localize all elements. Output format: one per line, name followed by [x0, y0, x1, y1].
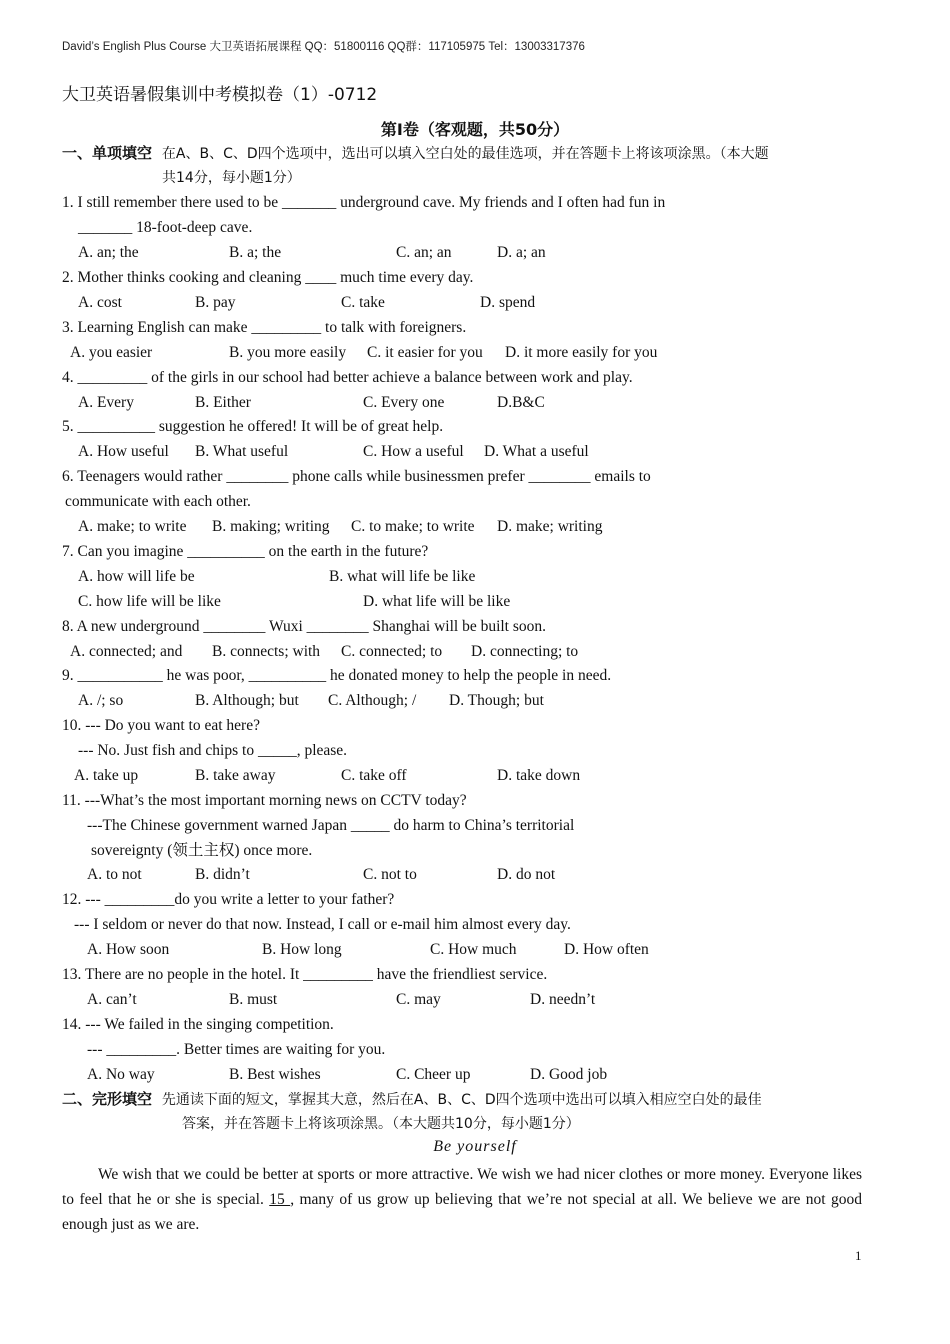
option-14a: A. No way: [87, 1066, 155, 1083]
option-8b: B. connects; with: [212, 643, 321, 660]
option-10b: B. take away: [195, 767, 276, 784]
option-9b: B. Although; but: [195, 692, 299, 709]
question-1-cont: _______ 18-foot-deep cave.: [78, 219, 253, 236]
option-12c: C. How much: [430, 941, 517, 958]
option-10d: D. take down: [497, 767, 581, 784]
question-12: 12. --- _________do you write a letter to your father?: [62, 891, 395, 908]
option-7b: B. what will life be like: [329, 568, 476, 585]
option-6a: A. make; to write: [78, 518, 187, 535]
option-11c: C. not to: [363, 866, 417, 883]
question-14-cont: --- _________. Better times are waiting for you.: [87, 1041, 386, 1058]
option-5d: D. What a useful: [484, 443, 589, 460]
option-10a: A. take up: [74, 767, 139, 784]
page-number: 1: [855, 1248, 862, 1263]
option-2d: D. spend: [480, 294, 536, 311]
option-2b: B. pay: [195, 294, 236, 311]
part1-instruction-cont: 共14分，每小题1分）: [162, 170, 301, 186]
question-9: 9. ___________ he was poor, __________ he donated money to help the people in need.: [62, 667, 612, 684]
option-12a: A. How soon: [87, 941, 170, 958]
option-2c: C. take: [341, 294, 385, 311]
option-8a: A. connected; and: [70, 643, 183, 660]
passage-title: Be yourself: [433, 1138, 517, 1155]
question-2: 2. Mother thinks cooking and cleaning ____ much time every day.: [62, 269, 474, 286]
option-5a: A. How useful: [78, 443, 169, 460]
option-5c: C. How a useful: [363, 443, 464, 460]
option-12b: B. How long: [262, 941, 342, 958]
option-3b: B. you more easily: [229, 344, 347, 361]
part1-instruction: 在A、B、C、D四个选项中，选出可以填入空白处的最佳选项，并在答题卡上将该项涂黑。（本大题: [161, 146, 769, 162]
option-13d: D. needn’t: [530, 991, 596, 1008]
option-5b: B. What useful: [195, 443, 289, 460]
passage-text-2: , many of us grow up believing that we’re not special at all. We believe we are not good enough just as we are.: [62, 1191, 863, 1233]
option-3a: A. you easier: [70, 344, 153, 361]
option-9d: D. Though; but: [449, 692, 544, 709]
question-14: 14. --- We failed in the singing competition.: [62, 1016, 334, 1033]
question-4: 4. _________ of the girls in our school had better achieve a balance between work and play.: [62, 369, 633, 386]
question-13: 13. There are no people in the hotel. It _________ have the friendliest service.: [62, 966, 548, 983]
question-8: 8. A new underground ________ Wuxi ________ Shanghai will be built soon.: [62, 618, 547, 635]
option-7d: D. what life will be like: [363, 593, 511, 610]
option-13b: B. must: [229, 991, 278, 1008]
option-9c: C. Although; /: [328, 692, 417, 709]
part2-instruction: 先通读下面的短文，掌握其大意，然后在A、B、C、D四个选项中选出可以填入相应空白处的最佳: [161, 1092, 762, 1108]
document-title: 大卫英语暑假集训中考模拟卷（1）-0712: [62, 85, 378, 105]
question-12-cont: --- I seldom or never do that now. Instead, I call or e-mail him almost every day.: [74, 916, 571, 933]
option-14b: B. Best wishes: [229, 1066, 321, 1083]
option-3c: C. it easier for you: [367, 344, 483, 361]
option-4d: D.B&C: [497, 394, 545, 411]
question-6: 6. Teenagers would rather ________ phone calls while businessmen prefer ________ emails to: [62, 468, 651, 485]
part1-label: 一、单项填空: [62, 144, 153, 162]
option-14d: D. Good job: [530, 1066, 608, 1083]
option-11a: A. to not: [87, 866, 142, 883]
option-8c: C. connected; to: [341, 643, 443, 660]
option-7a: A. how will life be: [78, 568, 195, 585]
question-11-cont2: sovereignty (领土主权) once more.: [91, 842, 313, 859]
question-10-cont: --- No. Just fish and chips to _____, please.: [78, 742, 348, 759]
option-6d: D. make; writing: [497, 518, 603, 535]
passage-paragraph: [62, 1162, 862, 1237]
option-4a: A. Every: [78, 394, 134, 411]
volume-title: 第Ⅰ卷（客观题，共50分）: [380, 120, 570, 139]
question-11-cont: ---The Chinese government warned Japan _____ do harm to China’s territorial: [87, 817, 575, 834]
part1-heading: [62, 143, 769, 164]
option-4c: C. Every one: [363, 394, 445, 411]
option-3d: D. it more easily for you: [505, 344, 658, 361]
option-11d: D. do not: [497, 866, 556, 883]
option-1d: D. a; an: [497, 244, 546, 261]
option-12d: D. How often: [564, 941, 649, 958]
question-11: 11. ---What’s the most important morning news on CCTV today?: [62, 792, 467, 809]
question-6-cont: communicate with each other.: [65, 493, 251, 510]
question-1: 1. I still remember there used to be _______ underground cave. My friends and I often had fun in: [62, 194, 666, 211]
passage-text-1: We wish that we could be better at sports or more attractive. We wish we had nicer clothes or more money. Everyone likes to feel that he or she is special.: [62, 1166, 862, 1208]
option-4b: B. Either: [195, 394, 251, 411]
question-3: 3. Learning English can make _________ to talk with foreigners.: [62, 319, 467, 336]
question-5: 5. __________ suggestion he offered! It will be of great help.: [62, 418, 444, 435]
page-header: David’s English Plus Course 大卫英语拓展课程 QQ：51800116 QQ群：117105975 Tel：13003317376: [62, 41, 585, 53]
question-7: 7. Can you imagine __________ on the earth in the future?: [62, 543, 429, 560]
option-1b: B. a; the: [229, 244, 282, 261]
part2-label: 二、完形填空: [62, 1090, 153, 1108]
option-11b: B. didn’t: [195, 866, 250, 883]
option-9a: A. /; so: [78, 692, 124, 709]
option-10c: C. take off: [341, 767, 407, 784]
option-7c: C. how life will be like: [78, 593, 221, 610]
option-8d: D. connecting; to: [471, 643, 579, 660]
part2-heading: [62, 1089, 762, 1110]
option-6c: C. to make; to write: [351, 518, 475, 535]
question-10: 10. --- Do you want to eat here?: [62, 717, 260, 734]
option-6b: B. making; writing: [212, 518, 330, 535]
option-2a: A. cost: [78, 294, 122, 311]
option-13a: A. can’t: [87, 991, 137, 1008]
option-13c: C. may: [396, 991, 441, 1008]
option-1a: A. an; the: [78, 244, 139, 261]
option-1c: C. an; an: [396, 244, 452, 261]
part2-instruction-cont: 答案，并在答题卡上将该项涂黑。（本大题共10分，每小题1分）: [182, 1116, 580, 1132]
blank-15: 15: [269, 1191, 291, 1208]
option-14c: C. Cheer up: [396, 1066, 471, 1083]
